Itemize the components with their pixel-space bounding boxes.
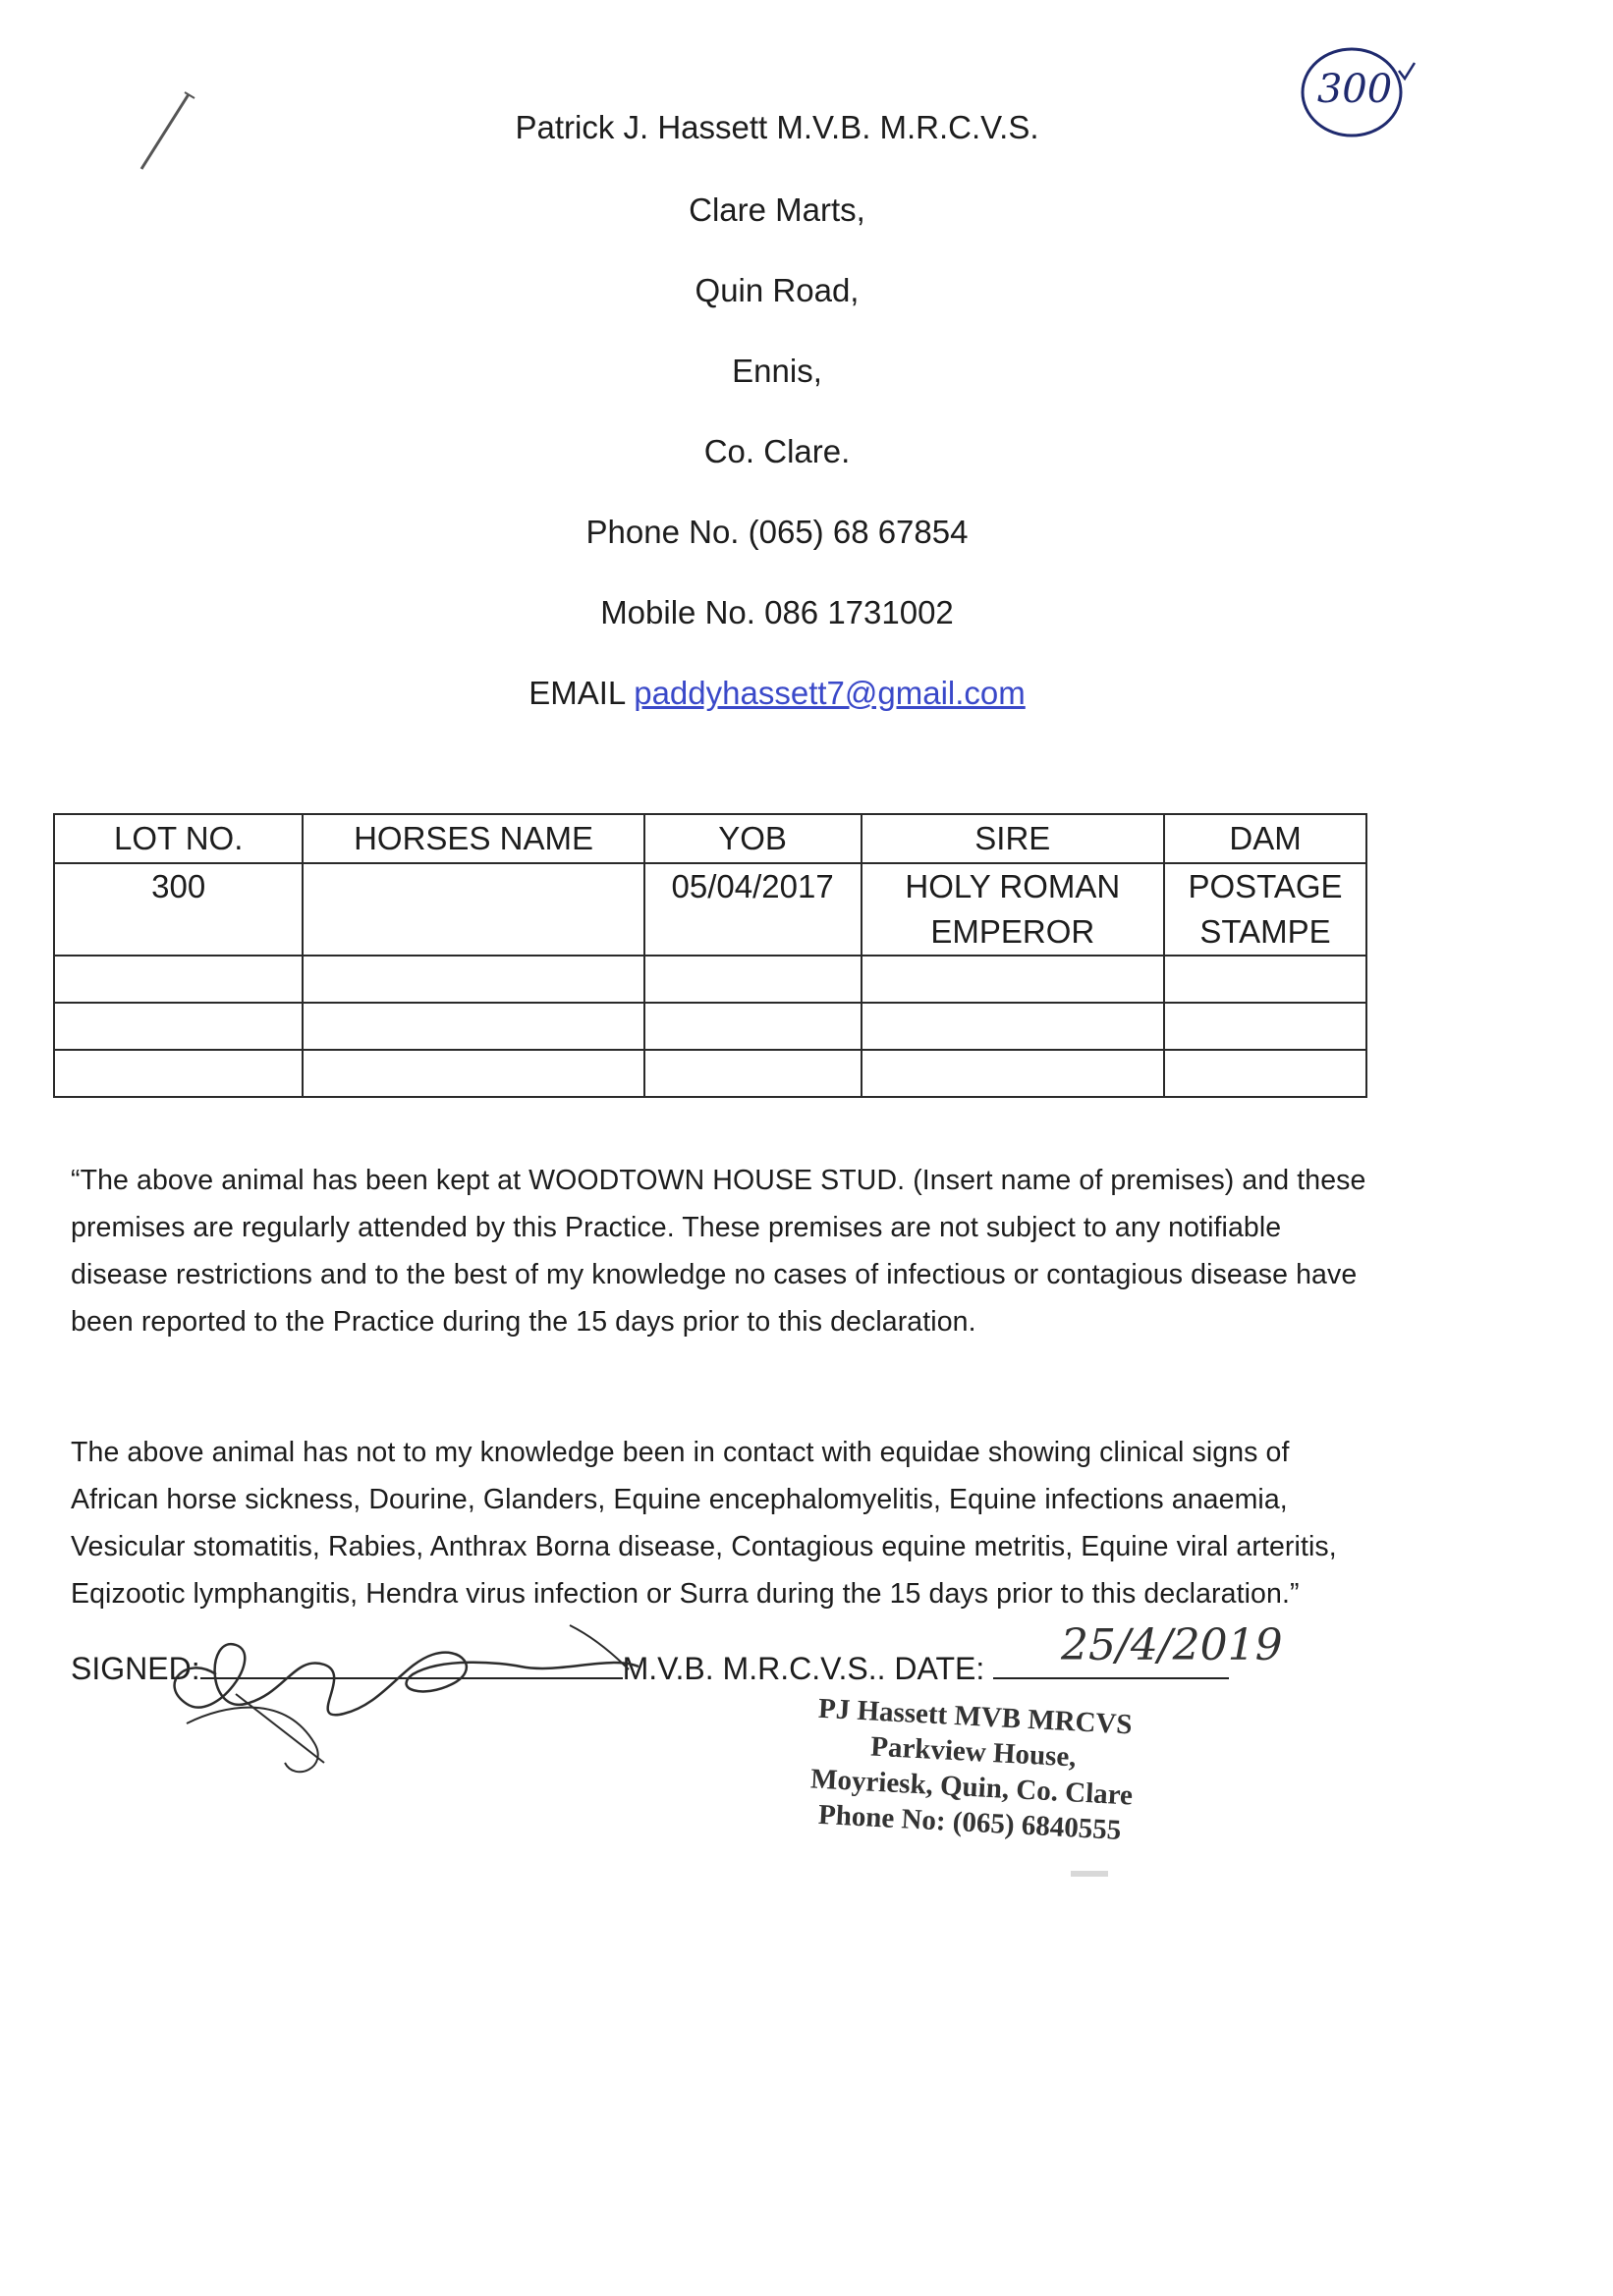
- table-header-row: [54, 814, 1366, 863]
- table-row: [54, 863, 1366, 956]
- declaration-line: disease restrictions and to the best of my knowledge no cases of infectious or contagious disease have: [71, 1259, 1358, 1290]
- lot-annotation-text: 300: [1316, 67, 1393, 112]
- sire-line-2: EMPEROR: [930, 913, 1095, 950]
- address-line-2: Quin Road,: [695, 272, 860, 308]
- cell-sire: [862, 863, 1165, 956]
- vet-name: Patrick J. Hassett M.V.B. M.R.C.V.S.: [515, 109, 1039, 145]
- column-header-lot: LOT NO.: [54, 814, 303, 863]
- column-header-dam: DAM: [1164, 814, 1366, 863]
- email-link[interactable]: paddyhassett7@gmail.com: [634, 675, 1026, 711]
- stamp-line: Phone No: (065) 6840555: [817, 1798, 1123, 1846]
- declaration-line: The above animal has not to my knowledge been in contact with equidae showing clinical signs of: [71, 1437, 1290, 1468]
- cell-horses-name: [303, 863, 643, 956]
- address-line-1: Clare Marts,: [689, 191, 865, 228]
- horse-details-table: [53, 813, 1367, 1098]
- dam-line-1: POSTAGE: [1188, 868, 1343, 904]
- mobile-number: Mobile No. 086 1731002: [600, 594, 954, 630]
- declaration-line: Vesicular stomatitis, Rabies, Anthrax Borna disease, Contagious equine metritis, Equine viral arteritis,: [71, 1531, 1337, 1562]
- table-row-empty: [54, 1050, 1366, 1097]
- column-header-horses-name: HORSES NAME: [303, 814, 643, 863]
- sire-line-1: HOLY ROMAN: [905, 868, 1121, 904]
- practice-stamp: [753, 1688, 1193, 1852]
- handwritten-signature-icon: [147, 1596, 697, 1792]
- declaration-line: African horse sickness, Dourine, Glanders, Equine encephalomyelitis, Equine infections anaemia,: [71, 1484, 1288, 1515]
- table-row-empty: [54, 1003, 1366, 1050]
- declaration-line: premises are regularly attended by this Practice. These premises are not subject to any notifiable: [71, 1212, 1282, 1243]
- column-header-yob: YOB: [644, 814, 862, 863]
- declaration-line: been reported to the Practice during the 15 days prior to this declaration.: [71, 1306, 976, 1338]
- signed-label: SIGNED:: [71, 1651, 200, 1686]
- table-row-empty: [54, 956, 1366, 1003]
- declaration-premises: [71, 1157, 1475, 1345]
- stamp-line: Moyriesk, Quin, Co. Clare: [809, 1763, 1134, 1812]
- declaration-line: Eqizootic lymphangitis, Hendra virus infection or Surra during the 15 days prior to this declaration.”: [71, 1578, 1300, 1610]
- cell-lot: 300: [54, 863, 303, 956]
- address-line-4: Co. Clare.: [703, 433, 851, 469]
- email-label: EMAIL: [528, 675, 626, 711]
- column-header-sire: SIRE: [862, 814, 1165, 863]
- address-line-3: Ennis,: [732, 353, 822, 389]
- stamp-smudge: [1071, 1871, 1108, 1877]
- email-line: [0, 674, 1554, 713]
- stamp-line: PJ Hassett MVB MRCVS: [817, 1692, 1134, 1741]
- credentials-date-label: M.V.B. M.R.C.V.S.. DATE:: [622, 1651, 985, 1686]
- cell-dam: [1164, 863, 1366, 956]
- handwritten-date: 25/4/2019: [1061, 1620, 1283, 1670]
- cell-yob: 05/04/2017: [644, 863, 862, 956]
- phone-number: Phone No. (065) 68 67854: [585, 514, 969, 550]
- declaration-line: “The above animal has been kept at WOODTOWN HOUSE STUD. (Insert name of premises) and these: [71, 1165, 1366, 1196]
- declaration-contact: [71, 1429, 1475, 1617]
- stamp-line: Parkview House,: [869, 1730, 1078, 1774]
- dam-line-2: STAMPE: [1199, 913, 1331, 950]
